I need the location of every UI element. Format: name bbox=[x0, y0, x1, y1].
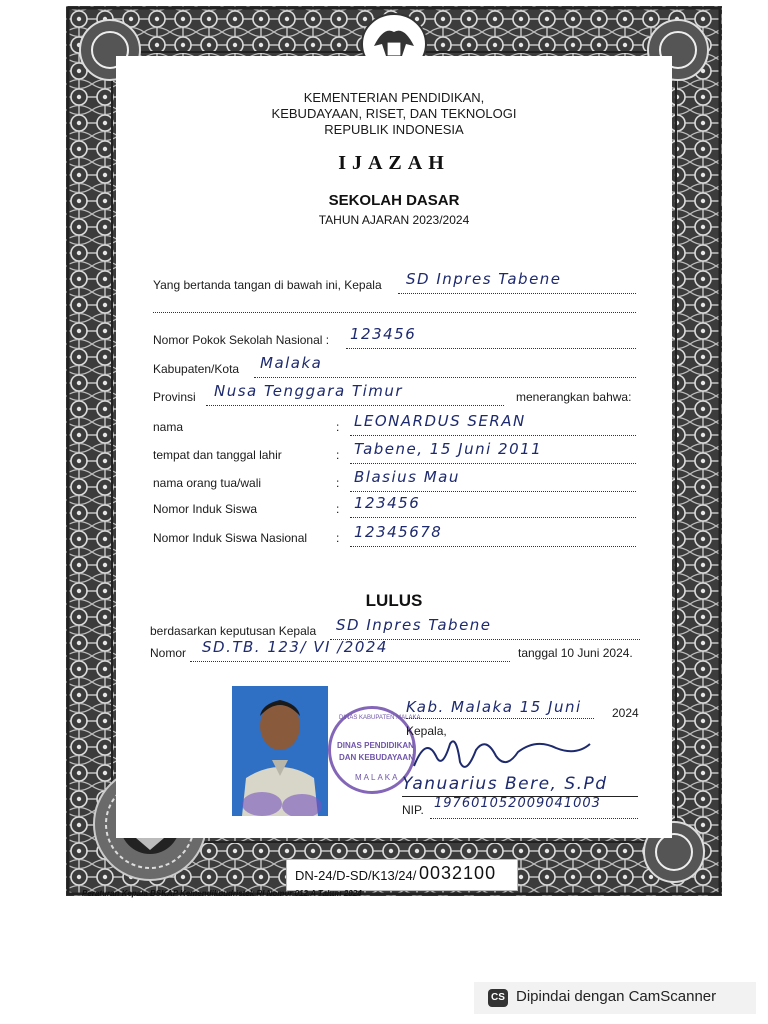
nama-colon: : bbox=[336, 420, 340, 434]
provinsi-label: Provinsi bbox=[153, 390, 196, 404]
npsn-label: Nomor Pokok Sekolah Nasional : bbox=[153, 333, 330, 347]
footer-regulation: Peraturan Kepala BSKAP Kemendikbudristek RI Nomor 012.A Tahun 2024 bbox=[82, 889, 362, 898]
ministry-line-1: KEMENTERIAN PENDIDIKAN, bbox=[303, 90, 485, 105]
signature-place-date: Kab. Malaka 15 Juni bbox=[406, 698, 582, 716]
stamp-line-1: DINAS PENDIDIKAN bbox=[337, 741, 414, 750]
provinsi-value: Nusa Tenggara Timur bbox=[214, 382, 404, 400]
camscanner-icon: CS bbox=[488, 989, 508, 1007]
stamp-bottom: MALAKA bbox=[355, 773, 400, 782]
nomor-value: SD.TB. 123/ VI /2024 bbox=[202, 638, 388, 656]
ministry-line-3: REPUBLIK INDONESIA bbox=[324, 122, 464, 137]
nip-value: 197601052009041003 bbox=[434, 796, 601, 811]
ttl-colon: : bbox=[336, 448, 340, 462]
certificate bbox=[66, 6, 722, 896]
ttl-value: Tabene, 15 Juni 2011 bbox=[354, 440, 543, 458]
nisn-value: 12345678 bbox=[354, 523, 443, 541]
student-photo bbox=[232, 686, 328, 816]
npsn-value: 123456 bbox=[350, 325, 417, 343]
intro-label: Yang bertanda tangan di bawah ini, Kepala bbox=[153, 278, 382, 292]
ministry-line-2: KEBUDAYAAN, RISET, DAN TEKNOLOGI bbox=[271, 106, 517, 121]
decision-school: SD Inpres Tabene bbox=[336, 616, 492, 634]
camscanner-badge bbox=[474, 982, 756, 1014]
nis-colon: : bbox=[336, 502, 340, 516]
nama-label: nama bbox=[153, 420, 184, 434]
nama-value: LEONARDUS SERAN bbox=[354, 412, 526, 430]
serial-box bbox=[286, 859, 518, 891]
nisn-label: Nomor Induk Siswa Nasional bbox=[153, 531, 308, 545]
signature-year: 2024 bbox=[612, 706, 639, 720]
camscanner-text: Dipindai dengan CamScanner bbox=[516, 988, 717, 1005]
kabupaten-value: Malaka bbox=[260, 354, 323, 372]
stamp-line-2: DAN KEBUDAYAAN bbox=[339, 753, 414, 762]
ortu-colon: : bbox=[336, 476, 340, 490]
academic-year: TAHUN AJARAN 2023/2024 bbox=[318, 213, 470, 227]
kepala-label: Kepala, bbox=[406, 724, 447, 738]
nis-label: Nomor Induk Siswa bbox=[153, 502, 258, 516]
ttl-label: tempat dan tanggal lahir bbox=[153, 448, 282, 462]
serial-code: DN-24/D-SD/K13/24/ bbox=[295, 868, 417, 883]
nisn-colon: : bbox=[336, 531, 340, 545]
principal-name: Yanuarius Bere, S.Pd bbox=[402, 774, 608, 794]
school-level: SEKOLAH DASAR bbox=[328, 192, 460, 209]
menerangkan-label: menerangkan bahwa: bbox=[516, 390, 632, 404]
ortu-label: nama orang tua/wali bbox=[153, 476, 262, 490]
ortu-value: Blasius Mau bbox=[354, 468, 460, 486]
nomor-label: Nomor bbox=[150, 646, 187, 660]
decision-label: berdasarkan keputusan Kepala bbox=[150, 624, 317, 638]
kabupaten-label: Kabupaten/Kota bbox=[153, 362, 240, 376]
document-title: IJAZAH bbox=[338, 152, 450, 174]
serial-number: 0032100 bbox=[419, 863, 497, 883]
stamp-top: DINAS KABUPATEN MALAKA bbox=[339, 715, 421, 721]
result-status: LULUS bbox=[365, 591, 423, 610]
school-name-value: SD Inpres Tabene bbox=[406, 270, 562, 288]
decision-date: tanggal 10 Juni 2024. bbox=[518, 646, 633, 660]
nis-value: 123456 bbox=[354, 494, 421, 512]
nip-label: NIP. bbox=[402, 803, 424, 817]
